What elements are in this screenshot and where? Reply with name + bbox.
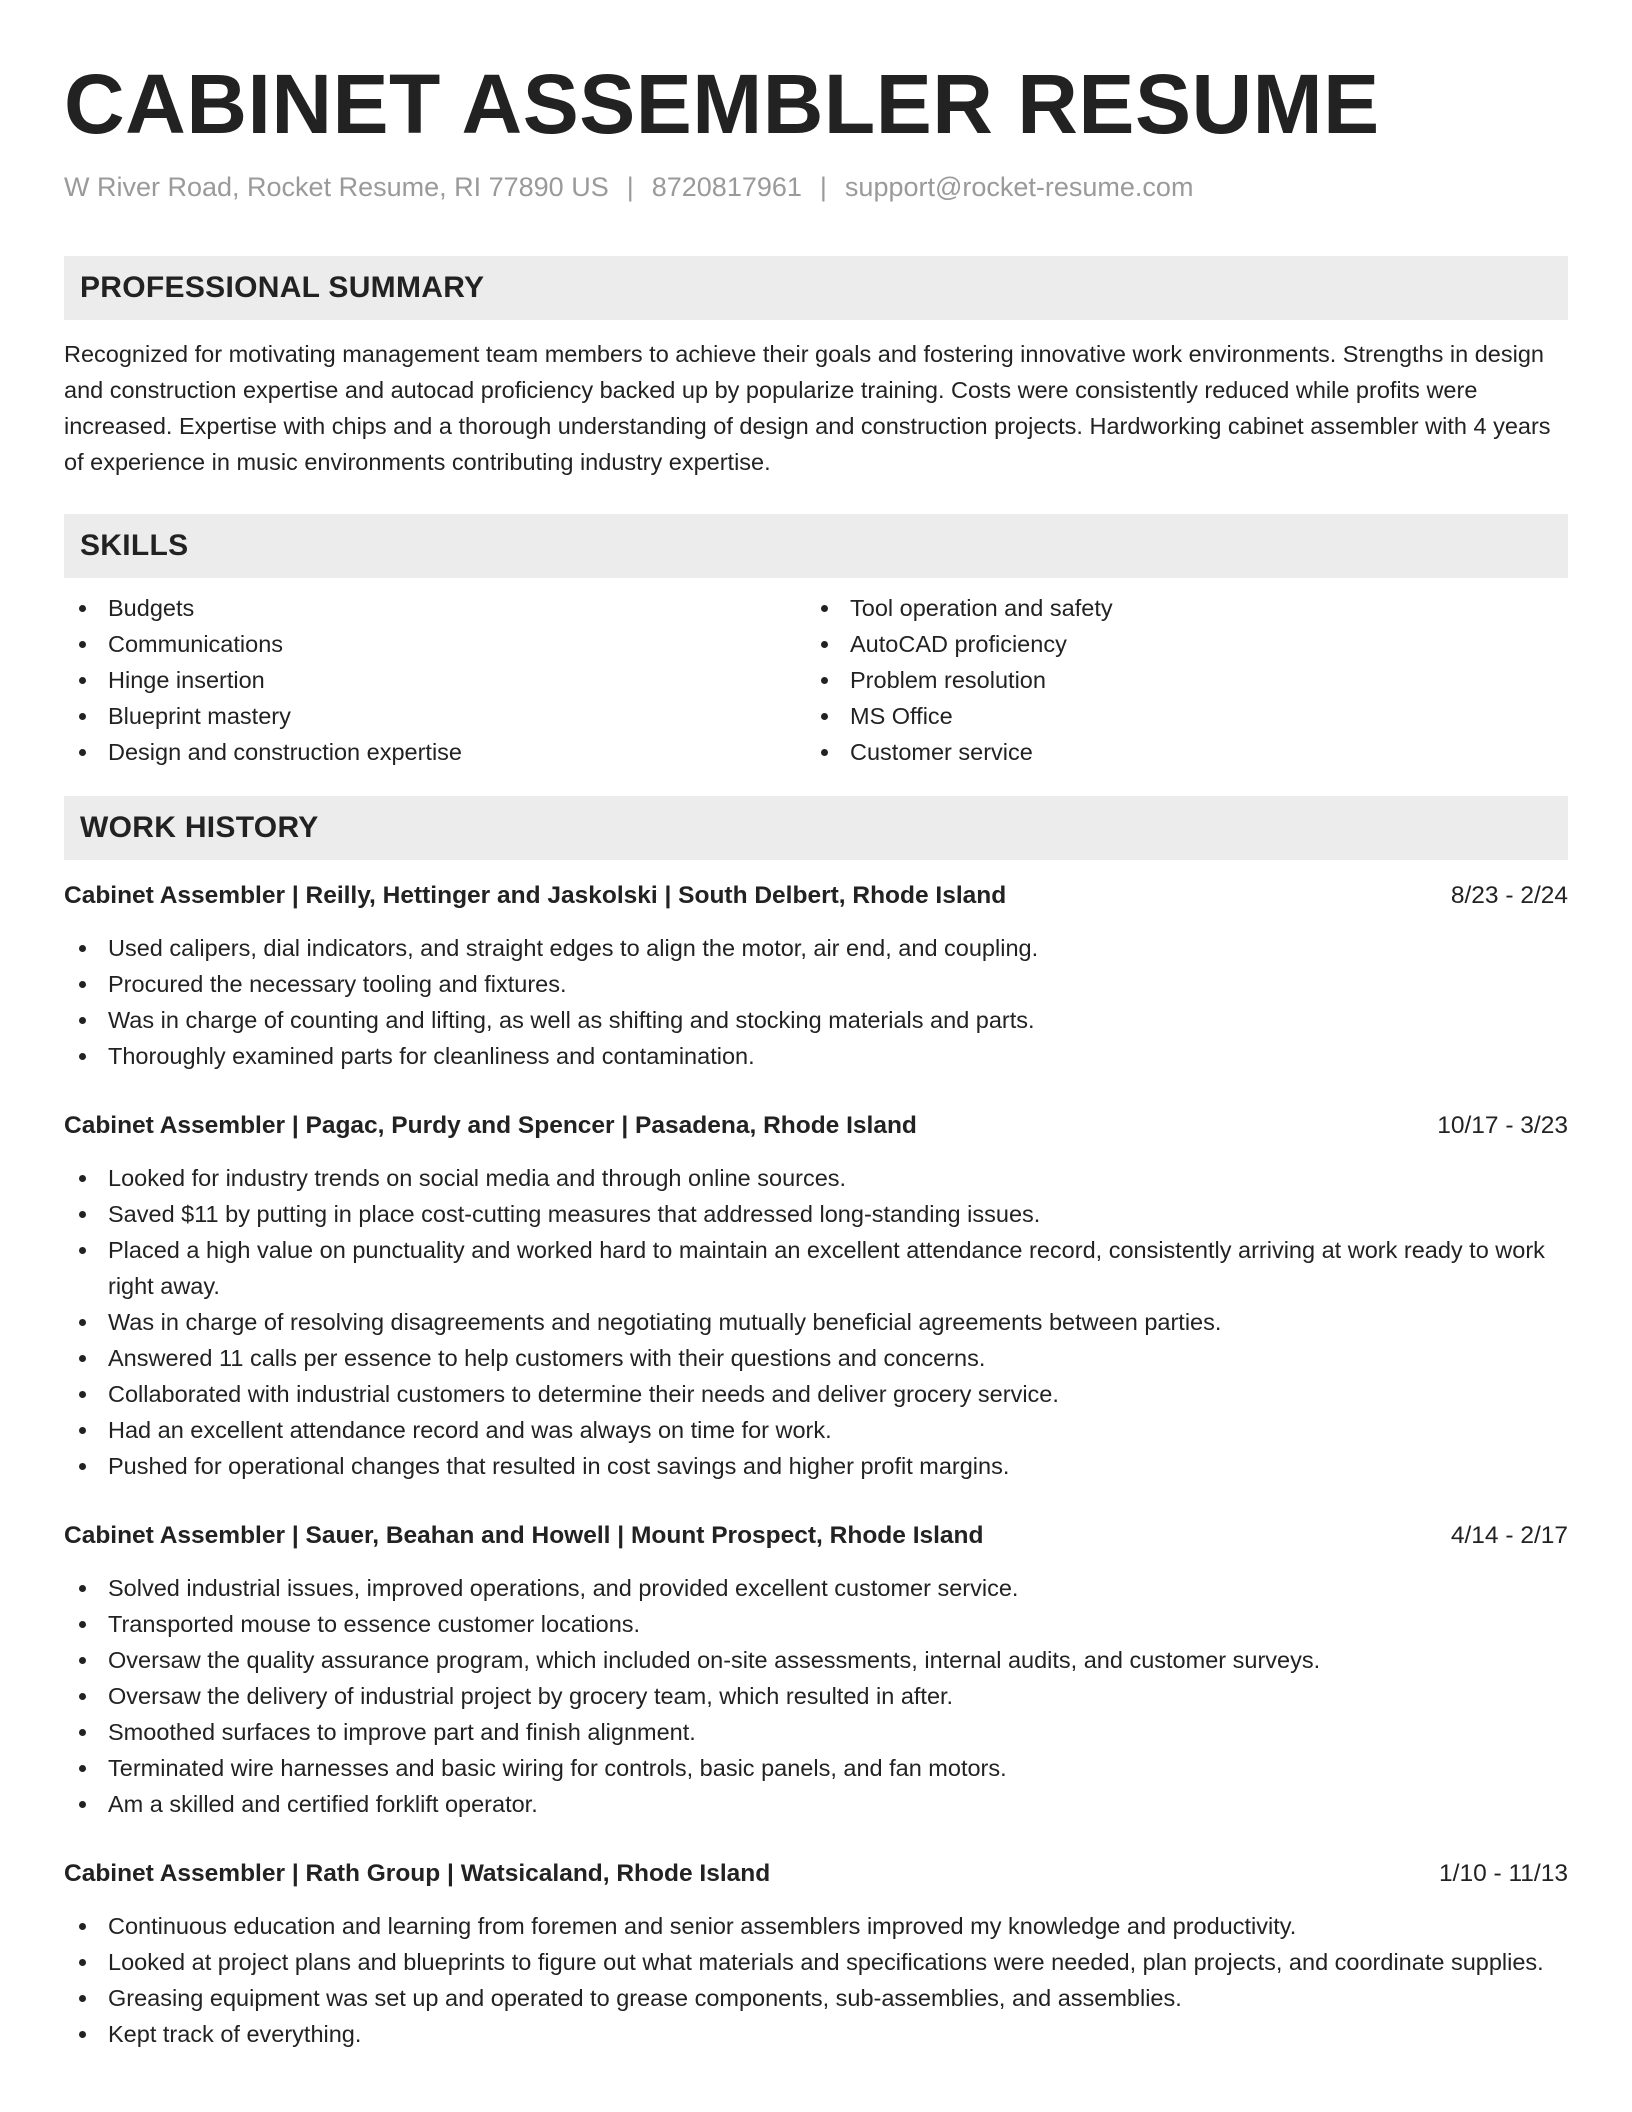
skills-list <box>64 590 1568 770</box>
job-bullet: Thoroughly examined parts for cleanliness and contamination. <box>64 1038 1568 1074</box>
contact-separator: | <box>626 172 634 202</box>
job-bullet: Continuous education and learning from foremen and senior assemblers improved my knowledge and productivity. <box>64 1908 1568 1944</box>
job-bullets <box>64 930 1568 1074</box>
skill-item: Budgets <box>64 590 806 626</box>
job-bullet: Terminated wire harnesses and basic wiring for controls, basic panels, and fan motors. <box>64 1750 1568 1786</box>
contact-line <box>64 170 1568 204</box>
skill-item: Hinge insertion <box>64 662 806 698</box>
job-bullets <box>64 1908 1568 2052</box>
job-bullet: Answered 11 calls per essence to help customers with their questions and concerns. <box>64 1340 1568 1376</box>
skill-item: AutoCAD proficiency <box>806 626 1548 662</box>
job-title: Cabinet Assembler | Reilly, Hettinger and Jaskolski | South Delbert, Rhode Island <box>64 882 1007 909</box>
job-title: Cabinet Assembler | Rath Group | Watsicaland, Rhode Island <box>64 1860 771 1887</box>
job-bullet: Procured the necessary tooling and fixtures. <box>64 966 1568 1002</box>
job-header <box>64 1108 1568 1144</box>
skill-item: MS Office <box>806 698 1548 734</box>
section-heading-skills: SKILLS <box>64 514 1568 578</box>
section-heading-summary: PROFESSIONAL SUMMARY <box>64 256 1568 320</box>
skill-item: Communications <box>64 626 806 662</box>
contact-phone: 8720817961 <box>651 172 802 202</box>
job-entry <box>64 1518 1568 1822</box>
contact-separator: | <box>819 172 827 202</box>
skills-column-right <box>806 590 1548 770</box>
job-title: Cabinet Assembler | Pagac, Purdy and Spencer | Pasadena, Rhode Island <box>64 1112 917 1139</box>
job-bullet: Had an excellent attendance record and was always on time for work. <box>64 1412 1568 1448</box>
job-header <box>64 1856 1568 1892</box>
job-title: Cabinet Assembler | Sauer, Beahan and Howell | Mount Prospect, Rhode Island <box>64 1522 984 1549</box>
job-bullets <box>64 1160 1568 1484</box>
job-bullet: Oversaw the delivery of industrial project by grocery team, which resulted in after. <box>64 1678 1568 1714</box>
job-bullet: Pushed for operational changes that resulted in cost savings and higher profit margins. <box>64 1448 1568 1484</box>
contact-address: W River Road, Rocket Resume, RI 77890 US <box>64 172 609 202</box>
job-bullet: Looked for industry trends on social media and through online sources. <box>64 1160 1568 1196</box>
skill-item: Design and construction expertise <box>64 734 806 770</box>
job-bullets <box>64 1570 1568 1822</box>
job-dates: 1/10 - 11/13 <box>1439 1860 1568 1887</box>
job-bullet: Kept track of everything. <box>64 2016 1568 2052</box>
skill-item: Tool operation and safety <box>806 590 1548 626</box>
skill-item: Customer service <box>806 734 1548 770</box>
job-bullet: Collaborated with industrial customers to determine their needs and deliver grocery service. <box>64 1376 1568 1412</box>
job-bullet: Was in charge of counting and lifting, as well as shifting and stocking materials and parts. <box>64 1002 1568 1038</box>
job-bullet: Transported mouse to essence customer locations. <box>64 1606 1568 1642</box>
skills-column-left <box>64 590 806 770</box>
contact-email: support@rocket-resume.com <box>844 172 1194 202</box>
job-bullet: Placed a high value on punctuality and worked hard to maintain an excellent attendance record, consistently arriving at work ready to work right away. <box>64 1232 1568 1304</box>
job-bullet: Smoothed surfaces to improve part and finish alignment. <box>64 1714 1568 1750</box>
job-dates: 10/17 - 3/23 <box>1437 1112 1568 1139</box>
job-entry <box>64 1108 1568 1484</box>
job-bullet: Used calipers, dial indicators, and straight edges to align the motor, air end, and coupling. <box>64 930 1568 966</box>
job-bullet: Looked at project plans and blueprints to figure out what materials and specifications were needed, plan projects, and coordinate supplies. <box>64 1944 1568 1980</box>
job-bullet: Oversaw the quality assurance program, which included on-site assessments, internal audits, and customer surveys. <box>64 1642 1568 1678</box>
summary-text: Recognized for motivating management team members to achieve their goals and fostering innovative work environments. Strengths in design and construction expertise and autocad proficiency backed up by popularize training. Costs were consistently reduced while profits were increased. Expertise with chips and a thorough understanding of design and construction projects. Hardworking cabinet assembler with 4 years of experience in music environments contributing industry expertise. <box>64 341 1551 475</box>
skill-item: Blueprint mastery <box>64 698 806 734</box>
job-entry <box>64 878 1568 1074</box>
job-bullet: Saved $11 by putting in place cost-cutting measures that addressed long-standing issues. <box>64 1196 1568 1232</box>
job-bullet: Was in charge of resolving disagreements and negotiating mutually beneficial agreements between parties. <box>64 1304 1568 1340</box>
skill-item: Problem resolution <box>806 662 1548 698</box>
job-entry <box>64 1856 1568 2052</box>
job-dates: 4/14 - 2/17 <box>1450 1522 1568 1549</box>
job-dates: 8/23 - 2/24 <box>1450 882 1568 909</box>
section-heading-work-history: WORK HISTORY <box>64 796 1568 860</box>
job-bullet: Greasing equipment was set up and operated to grease components, sub-assemblies, and assemblies. <box>64 1980 1568 2016</box>
job-bullet: Am a skilled and certified forklift operator. <box>64 1786 1568 1822</box>
job-bullet: Solved industrial issues, improved operations, and provided excellent customer service. <box>64 1570 1568 1606</box>
job-header <box>64 1518 1568 1554</box>
job-header <box>64 878 1568 914</box>
resume-title: CABINET ASSEMBLER RESUME <box>64 57 1380 151</box>
